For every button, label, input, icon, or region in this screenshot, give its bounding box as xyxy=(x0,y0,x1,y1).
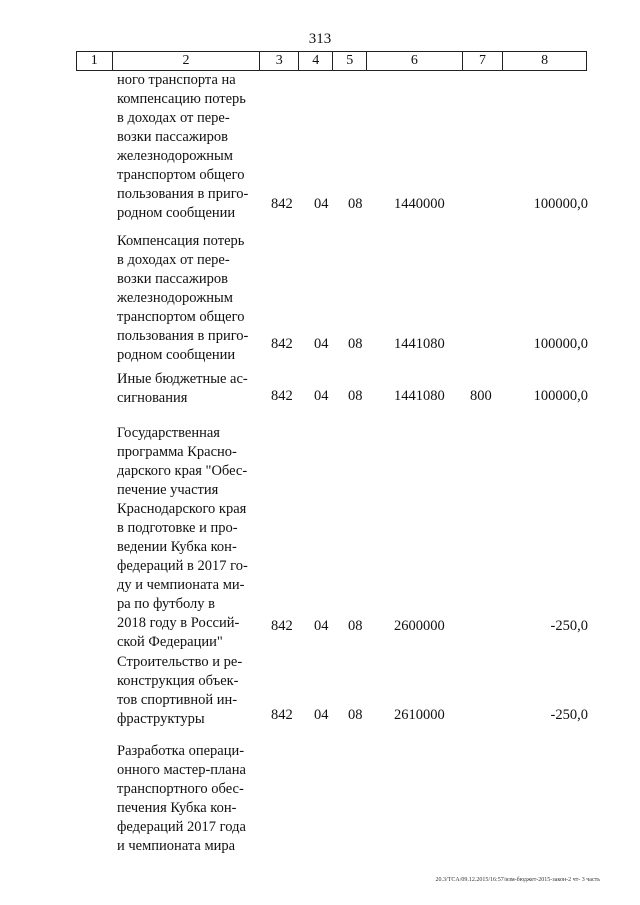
cell-col-4: 04 xyxy=(314,707,329,723)
desc-line: программа Красно- xyxy=(117,444,237,460)
desc-line: Иные бюджетные ас- xyxy=(117,371,248,387)
row-description xyxy=(117,370,257,408)
cell-col-3: 842 xyxy=(271,388,293,404)
cell-col-4: 04 xyxy=(314,336,329,352)
header-col-6: 6 xyxy=(366,52,462,70)
cell-col-5: 08 xyxy=(348,388,363,404)
cell-col-6: 1441080 xyxy=(394,336,445,352)
desc-line: железнодорожным xyxy=(117,290,233,306)
desc-line: дарского края "Обес- xyxy=(117,463,248,479)
row-description xyxy=(117,653,257,729)
desc-line: компенсацию потерь xyxy=(117,91,246,107)
cell-col-6: 1440000 xyxy=(394,196,445,212)
desc-line: Строительство и ре- xyxy=(117,654,243,670)
desc-line: в подготовке и про- xyxy=(117,520,238,536)
cell-col-3: 842 xyxy=(271,618,293,634)
desc-line: пользования в приго- xyxy=(117,328,249,344)
cell-col-4: 04 xyxy=(314,388,329,404)
desc-line: онного мастер-плана xyxy=(117,762,246,778)
cell-col-5: 08 xyxy=(348,707,363,723)
desc-line: транспортного обес- xyxy=(117,781,244,797)
desc-line: федераций 2017 года xyxy=(117,819,246,835)
cell-col-8: 100000,0 xyxy=(533,388,588,404)
header-col-1: 1 xyxy=(90,53,98,68)
cell-col-8: 100000,0 xyxy=(533,336,588,352)
desc-line: пользования в приго- xyxy=(117,186,249,202)
desc-line: и чемпионата мира xyxy=(117,838,236,854)
cell-col-3: 842 xyxy=(271,707,293,723)
row-description xyxy=(117,424,257,652)
table-header xyxy=(76,51,587,71)
desc-line: ской Федерации" xyxy=(117,634,223,650)
desc-line: железнодорожным xyxy=(117,148,233,164)
desc-line: тов спортивной ин- xyxy=(117,692,238,708)
cell-col-4: 04 xyxy=(314,618,329,634)
row-description xyxy=(117,742,257,856)
desc-line: родном сообщении xyxy=(117,205,236,221)
desc-line: Компенсация потерь xyxy=(117,233,245,249)
cell-col-5: 08 xyxy=(348,618,363,634)
desc-line: Государственная xyxy=(117,425,220,441)
desc-line: ного транспорта на xyxy=(117,72,236,88)
desc-line: печения Кубка кон- xyxy=(117,800,237,816)
desc-line: сигнования xyxy=(117,390,188,406)
desc-line: Разработка операци- xyxy=(117,743,245,759)
desc-line: печение участия xyxy=(117,482,219,498)
desc-line: ра по футболу в xyxy=(117,596,215,612)
desc-line: фраструктуры xyxy=(117,711,205,727)
header-col-8: 8 xyxy=(502,52,586,70)
desc-line: родном сообщении xyxy=(117,347,236,363)
desc-line: конструкция объек- xyxy=(117,673,239,689)
header-col-5: 5 xyxy=(332,52,366,70)
desc-line: в доходах от пере- xyxy=(117,252,230,268)
header-col-2: 2 xyxy=(112,52,260,70)
cell-col-3: 842 xyxy=(271,336,293,352)
cell-col-5: 08 xyxy=(348,336,363,352)
cell-col-8: -250,0 xyxy=(550,618,588,634)
cell-col-4: 04 xyxy=(314,196,329,212)
desc-line: ведении Кубка кон- xyxy=(117,539,237,555)
cell-col-6: 2610000 xyxy=(394,707,445,723)
cell-col-8: -250,0 xyxy=(550,707,588,723)
header-col-7: 7 xyxy=(462,52,502,70)
desc-line: в доходах от пере- xyxy=(117,110,230,126)
desc-line: транспортом общего xyxy=(117,167,245,183)
desc-line: федераций в 2017 го- xyxy=(117,558,248,574)
cell-col-3: 842 xyxy=(271,196,293,212)
page-number: 313 xyxy=(308,31,332,47)
header-col-3: 3 xyxy=(259,52,297,70)
row-description xyxy=(117,232,257,365)
cell-col-6: 1441080 xyxy=(394,388,445,404)
desc-line: возки пассажиров xyxy=(117,129,228,145)
cell-col-6: 2600000 xyxy=(394,618,445,634)
footer-stamp: 20.3/TCA/09.12.2015/16:57/изм-бюджет-2015-закон-2 чт- 3 часть xyxy=(435,877,600,883)
desc-line: Краснодарского края xyxy=(117,501,247,517)
header-col-4: 4 xyxy=(298,52,333,70)
cell-col-7: 800 xyxy=(470,388,492,404)
desc-line: транспортом общего xyxy=(117,309,245,325)
desc-line: возки пассажиров xyxy=(117,271,228,287)
row-description xyxy=(117,71,257,223)
cell-col-8: 100000,0 xyxy=(533,196,588,212)
desc-line: ду и чемпионата ми- xyxy=(117,577,245,593)
cell-col-5: 08 xyxy=(348,196,363,212)
desc-line: 2018 году в Россий- xyxy=(117,615,240,631)
